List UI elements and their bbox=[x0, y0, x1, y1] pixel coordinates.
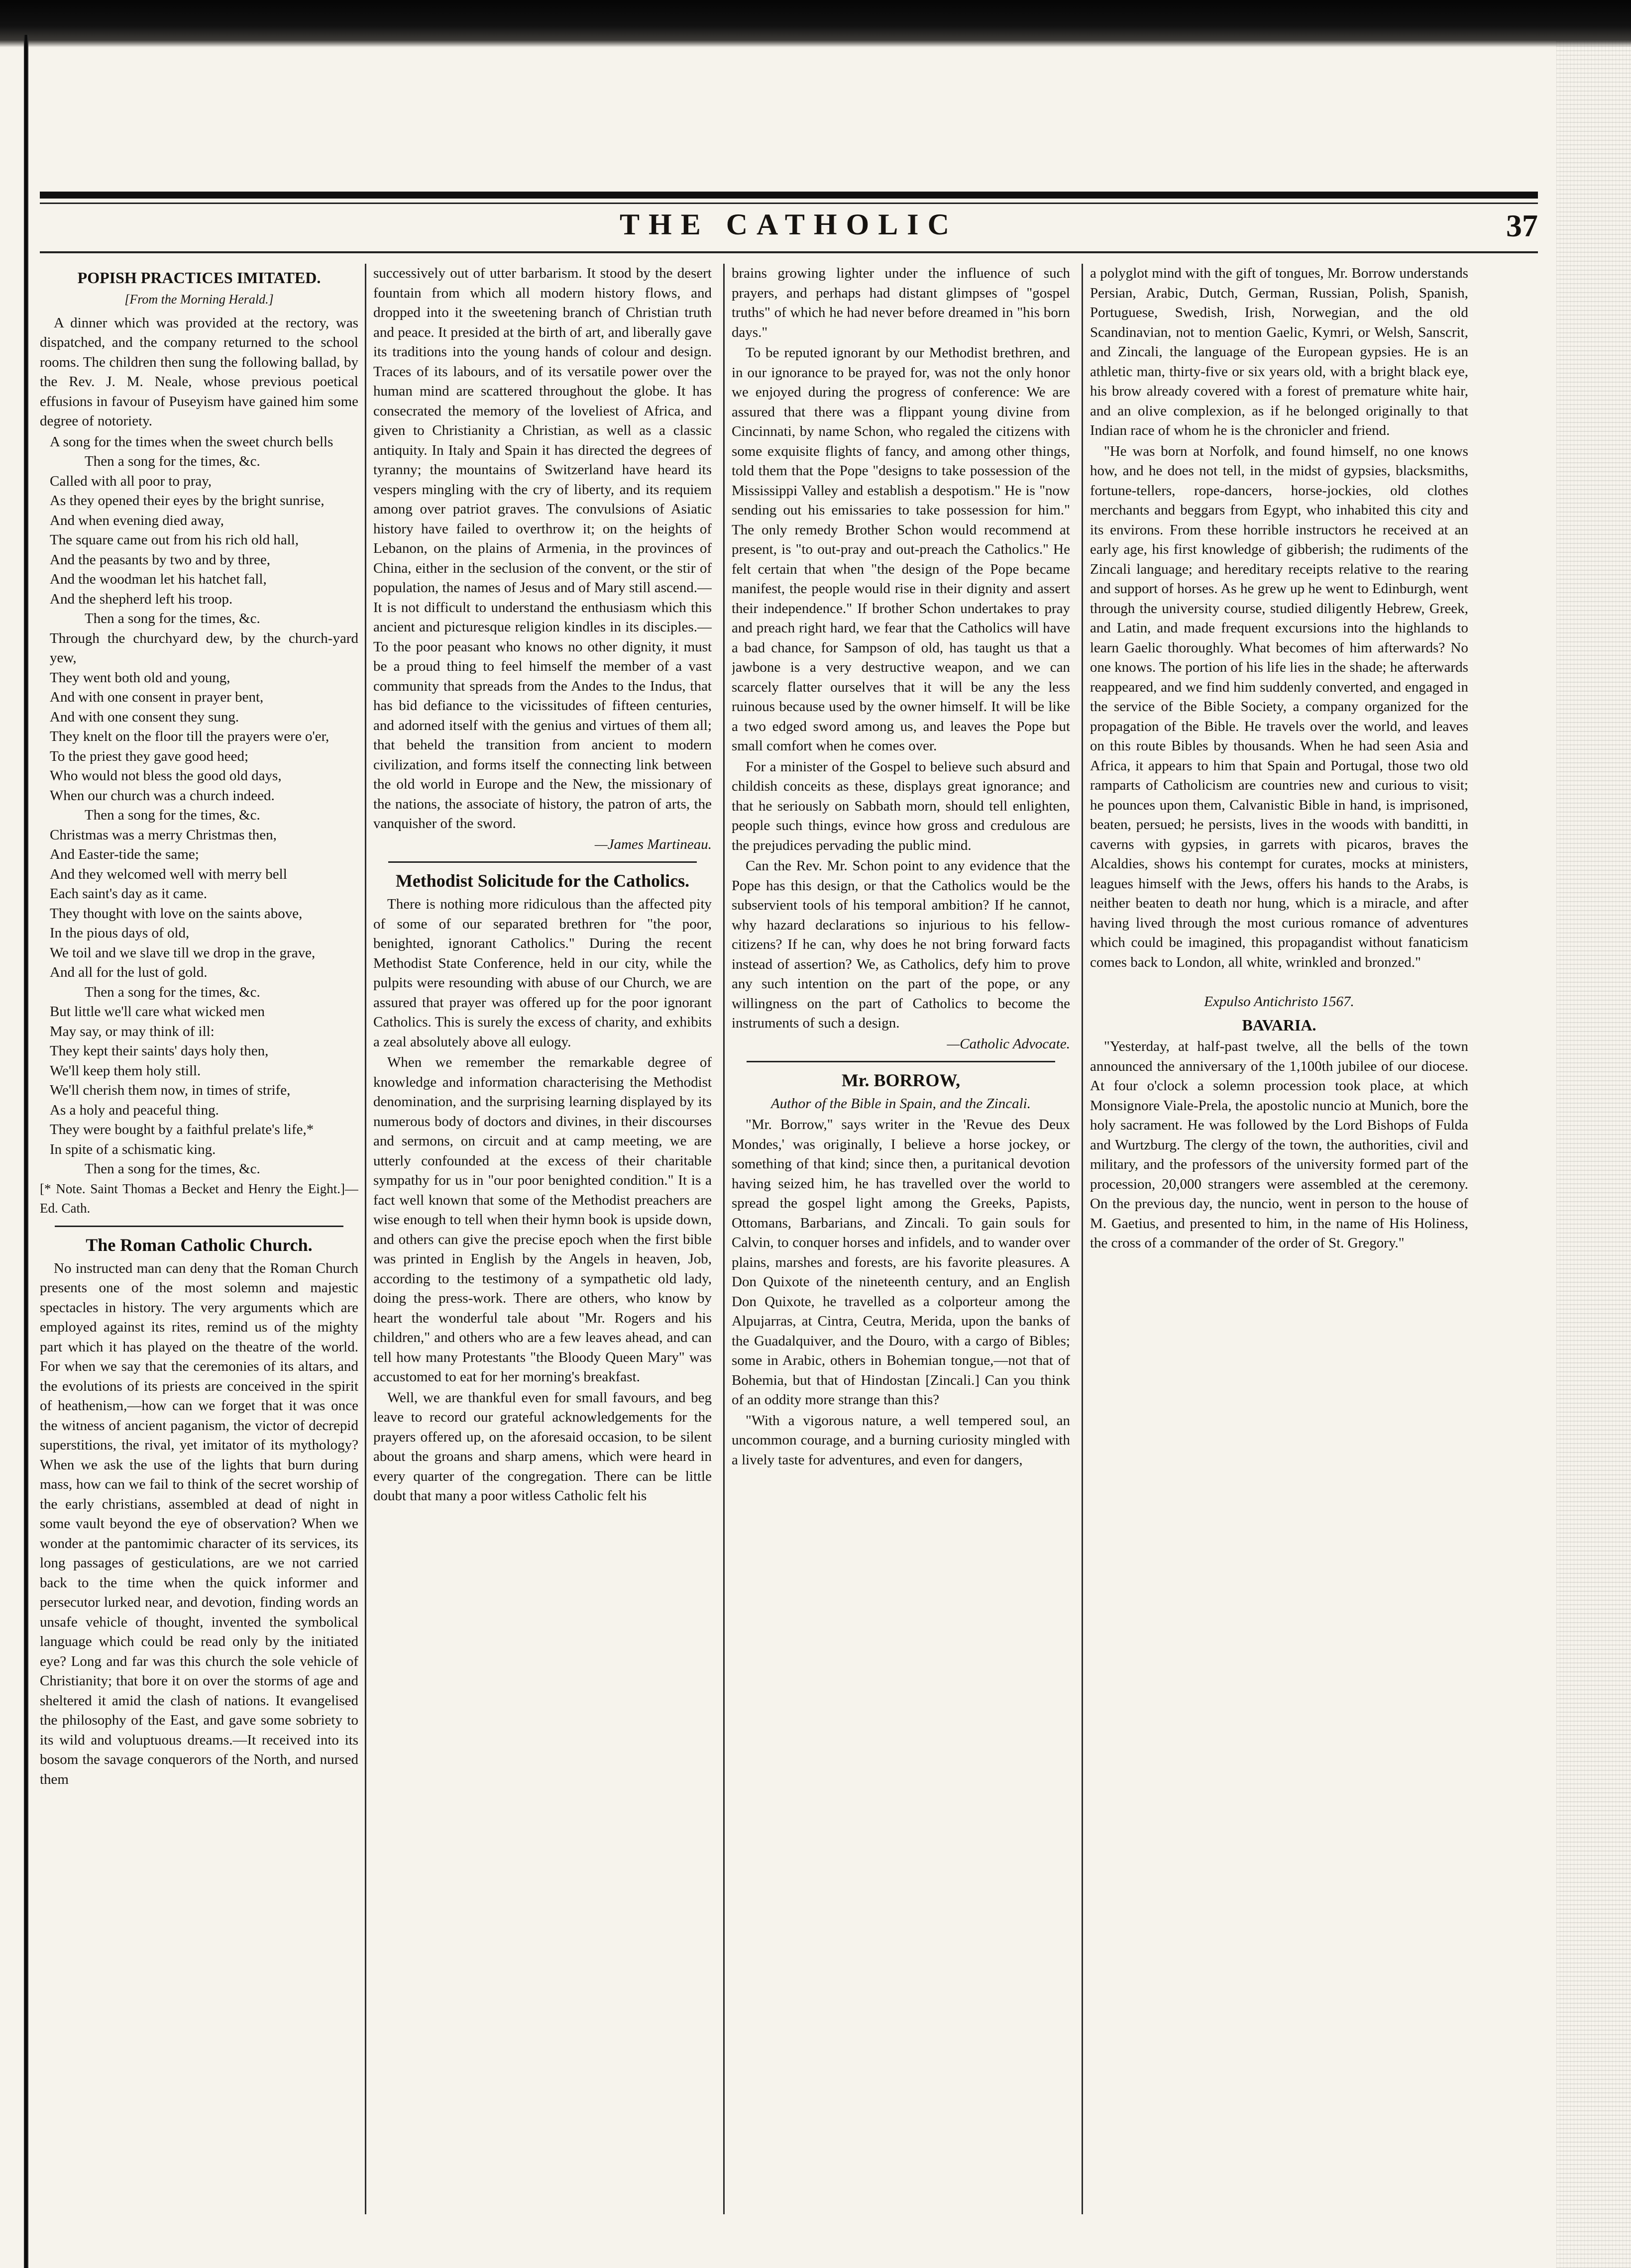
verse-line: We toil and we slave till we drop in the grave, bbox=[50, 944, 316, 961]
article-divider bbox=[55, 1226, 343, 1227]
verse-line: In spite of a schismatic king. bbox=[50, 1141, 216, 1157]
article-continuation: successively out of utter barbarism. It stood by the desert fountain from which all modern history flows, and dropped into it the sweetening branch of Christian truth and peace. It presided at the birth of art, and liberally gave its traditions into the young hands of colour and design. Traces of its labours, and of its versatile power over the human mind are scattered throughout the globe. It has consecrated the memory of the loveliest of Africa, and given to Christianity a Christian, as well as a classic antiquity. In Italy and Spain it has directed the degrees of tyranny; the mountains of Switzerland have heard its vespers mingling with the cry of liberty, and its requiem among over patriot graves. The convulsions of Asiatic history have failed to overthrow it; on the heights of Lebanon, on the plains of Armenia, in the provinces of China, either in the seclusion of the convent, or the stir of population, the names of Jesus and of Mary still ascend.—It is not difficult to understand the enthusiasm which this ancient and picturesque religion kindles in its disciples.—To the poor peasant who knows no other dignity, it must be a proud thing to feel himself the member of a vast community that spreads from the Andes to the Indus, that has bid defiance to the vicissitudes of fifteen centuries, and adorned itself with the genius and virtues of them all; that beheld the transition from ancient to modern civilization, and forms itself the connecting link between the old world in Europe and the New, the missionary of the nations, the associate of history, the patron of arts, the vanquisher of the sword. bbox=[373, 265, 712, 831]
verse-line: And all for the lust of gold. bbox=[50, 964, 208, 980]
ballad-verse bbox=[40, 432, 358, 1179]
verse-line: When our church was a church indeed. bbox=[50, 787, 275, 804]
article-paragraph: When we remember the remarkable degree of knowledge and information characterising the Methodist denomination, and the surprising learning displayed by its numerous body of doctors and divines, in their discourses and sermons, on circuit and at camp meeting, we are utterly confounded at the excess of their charitable sympathy for us in "our poor benighted condition." It is a fact well known that some of the Methodist preachers are wise enough to tell when their hymn book is upside down, and others can give the precise epoch when the first bible was printed in English by the Angels in heaven, Job, according to the testimony of a sympathetic old lady, doing the press-work. There are others, who know by heart the wonderful tale about "Mr. Rogers and his children," and others who are a few leaves ahead, and can tell how many Protestants "the Bloody Queen Mary" was accustomed to eat for her morning's breakfast. bbox=[373, 1054, 712, 1385]
verse-line: They thought with love on the saints above, bbox=[50, 905, 303, 922]
page-number: 37 bbox=[1506, 208, 1538, 243]
article-title-mr-borrow: Mr. BORROW, bbox=[841, 1070, 961, 1090]
verse-line: Called with all poor to pray, bbox=[50, 473, 212, 489]
verse-line: They were bought by a faithful prelate's life,* bbox=[50, 1122, 314, 1137]
article-title-roman-catholic-church: The Roman Catholic Church. bbox=[86, 1235, 313, 1255]
article-title-popish-practices: POPISH PRACTICES IMITATED. bbox=[77, 269, 321, 287]
article-source: Expulso Antichristo 1567. bbox=[1204, 994, 1354, 1010]
column-separator bbox=[723, 264, 725, 2214]
scan-right-edge bbox=[1556, 40, 1631, 2268]
footnote: [* Note. Saint Thomas a Becket and Henry the Eight.]—Ed. Cath. bbox=[40, 1181, 358, 1216]
article-paragraph: "With a vigorous nature, a well tempered soul, an uncommon courage, and a burning curiosity mingled with a lively taste for adventures, and even for dangers, bbox=[732, 1412, 1070, 1468]
column-separator bbox=[1082, 264, 1083, 2214]
header-rule-bottom bbox=[40, 251, 1538, 253]
column-3 bbox=[732, 264, 1070, 2214]
verse-line: Through the churchyard dew, by the church-yard yew, bbox=[50, 630, 358, 666]
article-body: "Yesterday, at half-past twelve, all the bells of the town announced the anniversary of the 1,100th jubilee of our diocese. At four o'clock a solemn procession took place, at which Monsignore Viale-Prela, the apostolic nuncio at Munich, bore the holy sacrament. He was followed by the Lord Bishops of Fulda and Wurtzburg. The clergy of the town, the authorities, civil and military, and the professors of the university formed part of the procession, 20,000 strangers were assembled at the ceremony. On the previous day, the nuncio, went in person to the house of M. Gaetius, and presented to him, in the name of His Holiness, the cross of a commander of the order of St. Gregory." bbox=[1090, 1038, 1468, 1251]
verse-line: Then a song for the times, &c. bbox=[85, 984, 260, 1000]
verse-line: Who would not bless the good old days, bbox=[50, 768, 282, 784]
verse-line: They went both old and young, bbox=[50, 669, 230, 686]
verse-line: And the shepherd left his troop. bbox=[50, 591, 233, 607]
scan-left-binding bbox=[24, 35, 28, 2268]
verse-line: And when evening died away, bbox=[50, 512, 224, 528]
article-signoff: —Catholic Advocate. bbox=[947, 1035, 1070, 1052]
verse-line: They kept their saints' days holy then, bbox=[50, 1043, 269, 1059]
verse-line: Then a song for the times, &c. bbox=[85, 611, 260, 626]
verse-line: Christmas was a merry Christmas then, bbox=[50, 826, 277, 843]
article-body: No instructed man can deny that the Roman Church presents one of the most solemn and majestic spectacles in history. The very arguments which are employed against its rites, remind us of the mighty part which it has played on the theatre of the world. For when we say that the ceremonies of its altars, and the evolutions of its priests are conceived in the spirit of heathenism,—how can we forget that it was once the witness of ancient paganism, the victor of decrepid superstitions, the rival, yet imitator of its mythology? When we ask the use of the lights that burn during mass, how can we fail to think of the secret worship of the early christians, assembled at dead of night in some vault beyond the eye of observation? When we wonder at the pantomimic character of its services, its long passages of gesticulations, are we not carried back to the time when the quick informer and persecutor lurked near, and devotion, finding words an unsafe vehicle of thought, invented the symbolical language which could be read only by the initiated eye? Long and far was this church the sole vehicle of Christianity; that bore it on over the storms of age and sheltered it amid the clash of nations. It evangelised the philosophy of the East, and gave some sobriety to its wild and voluptuous dreams.—It received into its bosom the savage conquerors of the North, and nursed them bbox=[40, 1260, 358, 1787]
article-paragraph: To be reputed ignorant by our Methodist brethren, and in our ignorance to be prayed for, was not the only honor we enjoyed during the progress of conference: We are assured that there was a flippant young divine from Cincinnati, by name Schon, who regaled the citizens with some exquisite flights of fancy, and among other things, told them that the Pope "designs to take possession of the Mississippi Valley and establish a despotism." He is "now sending out his emissaries to take possession for him." The only remedy Brother Schon would recommend at present, is "to out-pray and out-preach the Catholics." He felt certain that when "the design of the Pope became manifest, the people would rise in their dignity and assert their independence." If brother Schon undertakes to pray and preach right hard, we fear that the Catholics will have a bad chance, for Sampson of old, has taught us that a jawbone is a very destructive weapon, and we can scarcely flatter ourselves that it will be any the less ruinous because used by the owner himself. It will be like a two edged sword among us, and leaves the Pope but small comfort when he comes over. bbox=[732, 345, 1070, 754]
article-intro: A dinner which was provided at the rectory, was dispatched, and the company returned to the school rooms. The children then sung the following ballad, by the Rev. J. M. Neale, whose previous poetical effusions in favour of Puseyism have gained him some degree of notoriety. bbox=[40, 314, 358, 429]
article-paragraph: Can the Rev. Mr. Schon point to any evidence that the Pope has this design, or that the Catholics would be the subservient tools of his temporal ambition? If he cannot, why hazard declarations so injurious to his fellow-citizens? If he can, why does he not bring forward facts instead of assertion? We, as Catholics, defy him to prove any such intention on the part of the pope, or any willingness on the part of Catholics to become the instruments of such a design. bbox=[732, 858, 1070, 1031]
verse-line: A song for the times when the sweet church bells bbox=[50, 433, 333, 450]
verse-line: And the peasants by two and by three, bbox=[50, 551, 270, 568]
verse-line: In the pious days of old, bbox=[50, 925, 190, 941]
column-separator bbox=[365, 264, 366, 2214]
article-paragraph: Well, we are thankful even for small favours, and beg leave to record our grateful acknowledgements for the prayers offered up, on the aforesaid occasion, to be silent about the groans and sharp amens, which were heard in every quarter of the congregation. There can be little doubt that many a poor witless Catholic felt his bbox=[373, 1389, 712, 1504]
article-paragraph: For a minister of the Gospel to believe such absurd and childish conceits as these, displays great ignorance; and that he seriously on Sabbath morn, should tell enlighten, people such things, evince how gross and credulous are the prejudices pervading the public mind. bbox=[732, 758, 1070, 853]
verse-line: We'll keep them holy still. bbox=[50, 1062, 201, 1079]
article-divider bbox=[388, 861, 697, 863]
verse-line: But little we'll care what wicked men bbox=[50, 1004, 265, 1020]
verse-line: To the priest they gave good heed; bbox=[50, 748, 249, 764]
verse-line: As they opened their eyes by the bright sunrise, bbox=[50, 493, 325, 509]
article-subtitle: Author of the Bible in Spain, and the Zincali. bbox=[771, 1096, 1031, 1112]
verse-line: Each saint's day as it came. bbox=[50, 886, 208, 902]
columns bbox=[40, 264, 1538, 2214]
column-1 bbox=[40, 264, 358, 2214]
article-title-bavaria: BAVARIA. bbox=[1242, 1016, 1316, 1034]
verse-line: The square came out from his rich old hall, bbox=[50, 532, 299, 548]
header-rule-thick bbox=[40, 192, 1538, 199]
article-source: [From the Morning Herald.] bbox=[124, 292, 274, 307]
page-header bbox=[40, 192, 1538, 261]
article-paragraph: There is nothing more ridiculous than the affected pity of some of our separated brethren for "the poor, benighted, ignorant Catholics." During the recent Methodist State Conference, held in our city, while the pulpits were resounding with abuse of our Church, we are assured that prayer was offered up for the poor ignorant Catholics. This is surely the excess of charity, and exhibits a zeal absolutely above all eulogy. bbox=[373, 896, 712, 1050]
verse-line: As a holy and peaceful thing. bbox=[50, 1102, 219, 1118]
verse-line: Then a song for the times, &c. bbox=[85, 1161, 260, 1177]
article-paragraph: "He was born at Norfolk, and found himself, no one knows how, and he does not tell, in the midst of gypsies, blacksmiths, fortune-tellers, rope-dancers, horse-jockies, old clothes merchants and beggars from Egypt, who inhabited this city and its environs. From these horrible instructors he received at an early age, his first knowledge of gibberish; the rudiments of the Zincali language; and hereditary receipts relative to the rearing and support of horses. As he grew up he went to Edinburgh, went through the university course, studied diligently Hebrew, Greek, and Latin, and made frequent excursions into the highlands to learn Gaelic thoroughly. What becomes of him afterwards? No one knows. The portion of his life lies in the shade; he afterwards reappeared, and we find him suddenly converted, and engaged in the service of the Bible Society, a company organized for the propagation of the Bible. He travels over the world, and leaves on this route Bibles by thousands. When he had seen Asia and Africa, it appears to him that Spain and Portugal, those two old ramparts of Catholicism are countries new and curious to visit; he pounces upon them, Calvanistic Bible in hand, is imprisoned, beaten, persued; he persists, lives in the woods with banditti, in caverns with gypsies, in garrets with picaros, braves the Alcaldies, shows his contempt for curates, mocks at ministers, leagues himself with the Jews, offers his hands to the Arabs, is neither beaten to death nor hung, which is a miracle, and after having lived through the most curious romance of adventures which could be imagined, this propagandist without fanaticism comes back to London, all white, wrinkled and bronzed." bbox=[1090, 443, 1468, 970]
verse-line: And with one consent in prayer bent, bbox=[50, 689, 264, 705]
article-signoff: —James Martineau. bbox=[594, 836, 712, 852]
article-continuation: brains growing lighter under the influence of such prayers, and perhaps had distant glimpses of "gospel truths" of which he had never before dreamed in "his born days." bbox=[732, 265, 1070, 340]
column-2 bbox=[373, 264, 712, 2214]
article-title-methodist-solicitude: Methodist Solicitude for the Catholics. bbox=[395, 871, 690, 891]
verse-line: Then a song for the times, &c. bbox=[85, 807, 260, 823]
verse-line: And the woodman let his hatchet fall, bbox=[50, 571, 267, 587]
article-paragraph: "Mr. Borrow," says writer in the 'Revue des Deux Mondes,' was originally, I believe a horse jockey, or something of that kind; since then, a puritanical devotion having seized him, he has travelled over the world to spread the gospel light among the Greeks, Papists, Ottomans, Barbarians, and Zincali. To gain souls for Calvin, to conquer horses and infidels, and to wander over plains, marshes and forests, are his favorite pleasures. A Don Quixote of the nineteenth century, and an English Don Quixote, he travelled as a colporteur among the Alpujarras, at Cintra, Ceutra, Merida, upon the banks of the Guadalquiver, and the Douro, with a cargo of Bibles; some in Arabic, others in Bohemian tongue,—not that of Bohemia, but that of Hindostan [Zincali.] Can you think of an oddity more strange than this? bbox=[732, 1117, 1070, 1408]
scan-top-edge bbox=[0, 0, 1631, 47]
masthead-title: THE CATHOLIC bbox=[620, 208, 958, 241]
verse-line: Then a song for the times, &c. bbox=[85, 453, 260, 469]
column-4 bbox=[1090, 264, 1468, 2214]
verse-line: And they welcomed well with merry bell bbox=[50, 866, 287, 882]
article-continuation: a polyglot mind with the gift of tongues, Mr. Borrow understands Persian, Arabic, Dutch, German, Russian, Polish, Spanish, Portuguese, Swedish, Irish, Norwegian, and the old Scandinavian, not to mention Gaelic, Kymri, or Welsh, Sanscrit, and Zincali, the language of the European gypsies. He is an athletic man, thirty-five or six years old, with a bright black eye, his brow already covered with a forest of premature white hair, and an olive complexion, as if he belonged originally to that Indian race of whom he is the chronicler and friend. bbox=[1090, 265, 1468, 438]
verse-line: They knelt on the floor till the prayers were o'er, bbox=[50, 728, 329, 744]
article-divider bbox=[747, 1061, 1055, 1062]
verse-line: We'll cherish them now, in times of strife, bbox=[50, 1082, 291, 1098]
verse-line: And with one consent they sung. bbox=[50, 709, 239, 725]
header-rule-thin bbox=[40, 203, 1538, 204]
verse-line: And Easter-tide the same; bbox=[50, 846, 199, 862]
verse-line: May say, or may think of ill: bbox=[50, 1023, 215, 1039]
